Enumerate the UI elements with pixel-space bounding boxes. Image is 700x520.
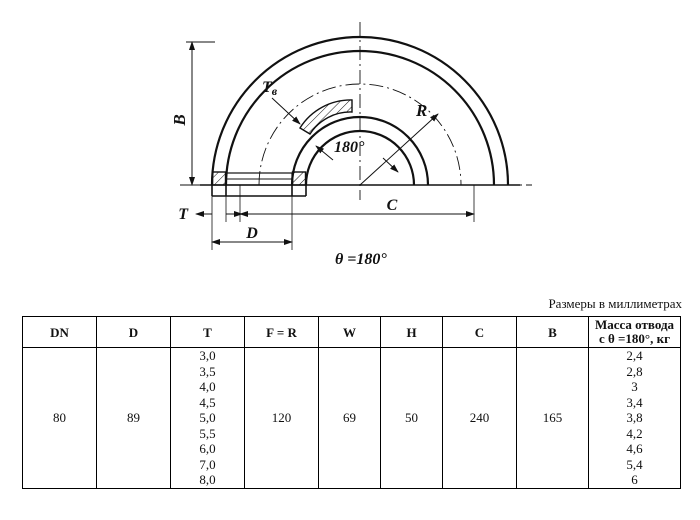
cell-mass-value-5: 4,2 — [626, 425, 643, 441]
header-mass-line2: с θ =180°, кг — [598, 331, 671, 346]
cell-mass-value-0: 2,4 — [626, 348, 643, 363]
label-D: D — [246, 225, 258, 242]
angle-180-inner — [316, 139, 398, 172]
header-dn: DN — [23, 317, 97, 348]
dimension-T — [178, 185, 242, 223]
cell-t-value-5: 5,5 — [199, 425, 216, 441]
units-note: Размеры в миллиметрах — [548, 296, 682, 311]
table-header-row — [23, 317, 681, 348]
dimension-D — [212, 185, 292, 250]
cell-mass-value-8: 6 — [631, 472, 638, 487]
svg-text:Тв: Тв — [262, 79, 278, 98]
cell-d: 89 — [97, 348, 171, 489]
cell-mass-value-7: 5,4 — [626, 456, 643, 472]
label-angle-180: 180° — [334, 139, 365, 156]
spec-table-wrap — [22, 316, 680, 489]
cell-mass-value-2: 3 — [631, 379, 638, 394]
cell-dn: 80 — [23, 348, 97, 489]
cell-mass-value-3: 3,4 — [626, 394, 643, 410]
header-w: W — [319, 317, 381, 348]
label-Tv — [262, 79, 300, 124]
cell-mass-value-1: 2,8 — [626, 363, 643, 379]
header-t: T — [171, 317, 245, 348]
label-B: B — [170, 114, 189, 126]
cell-t-value-0: 3,0 — [199, 348, 216, 363]
label-T: T — [178, 206, 188, 223]
cell-h: 50 — [381, 348, 443, 489]
cell-b: 165 — [517, 348, 589, 489]
cell-c: 240 — [443, 348, 517, 489]
cell-t-value-6: 6,0 — [199, 441, 216, 456]
table-row — [23, 348, 681, 489]
cell-w: 69 — [319, 348, 381, 489]
cell-t-value-3: 4,5 — [199, 394, 216, 410]
cell-t-list — [171, 348, 245, 489]
cell-mass-value-6: 4,6 — [626, 441, 643, 456]
header-h: H — [381, 317, 443, 348]
header-mass-line1: Масса отвода — [594, 317, 675, 332]
header-d: D — [97, 317, 171, 348]
header-c: C — [443, 317, 517, 348]
cell-f-r: 120 — [245, 348, 319, 489]
label-R: R — [416, 101, 428, 120]
cell-t-value-7: 7,0 — [199, 456, 216, 472]
dimension-C — [240, 185, 474, 222]
cell-t-value-4: 5,0 — [199, 410, 216, 425]
cell-t-value-2: 4,0 — [199, 379, 216, 394]
dimension-B — [170, 42, 215, 185]
cell-t-value-1: 3,5 — [199, 363, 216, 379]
cell-t-value-8: 8,0 — [199, 472, 216, 487]
header-f-r: F = R — [245, 317, 319, 348]
spec-table — [22, 316, 681, 489]
label-C: C — [386, 197, 398, 214]
cell-mass-value-4: 3,8 — [626, 410, 643, 425]
header-mass — [589, 317, 681, 348]
label-theta: θ =180° — [335, 251, 387, 268]
cell-mass-list — [589, 348, 681, 489]
header-b: B — [517, 317, 589, 348]
